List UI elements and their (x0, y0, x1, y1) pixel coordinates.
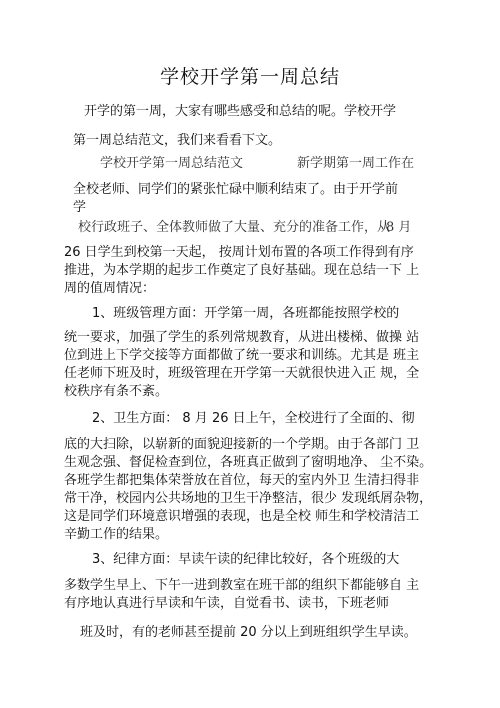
text-line: 校秩序有条不紊。 (64, 384, 169, 399)
text-line: 1、班级管理方面：开学第一周，各班都能按照学校的 (92, 306, 400, 321)
text-line: 2、卫生方面： 8 月 26 日上午，全校进行了全面的、彻 (92, 411, 415, 426)
text-line: 统一要求，加强了学生的系列常规教育，从进出楼梯、做操 站 (64, 330, 420, 345)
text-line: 生观念强、督促检查到位，各班真正做到了窗明地净、 尘不染。 (64, 455, 433, 470)
text-line: 开学的第一周，大家有哪些感受和总结的呢。学校开学 (84, 104, 397, 119)
text-line: 班及时，有的老师甚至提前 20 分以上到班组织学生早读。 (80, 625, 417, 640)
text-line: 学校开学第一周总结范文 (100, 156, 244, 171)
text-line: 新学期第一周工作在 (297, 156, 415, 171)
text-line: 3、纪律方面：早读午读的纪律比较好，各个班级的大 (92, 552, 400, 567)
text-line: 校行政班子、全体教师做了大量、充分的准备工作，从 (78, 220, 391, 235)
text-line: 有序地认真进行早读和午读，自觉看书、读书，下班老师 (64, 596, 390, 611)
text-line: 学 (73, 200, 87, 215)
text-line: 第一周总结范文，我们来看看下文。 (73, 133, 282, 148)
document-title: 学校开学第一周总结 (159, 66, 340, 88)
text-line: 辛勤工作的结果。 (64, 527, 169, 542)
text-line: 任老师下班及时，班级管理在开学第一天就很快进入正 规，全 (64, 366, 420, 381)
text-line: 26 日学生到校第一天起， 按周计划布置的各项工作得到有序 (64, 245, 414, 260)
text-line: 多数学生早上、下午一进到教室在班干部的组织下都能够自 主 (64, 578, 420, 593)
text-line: 各班学生都把集体荣誉放在首位，每天的室内外卫 生清扫得非 (64, 473, 420, 488)
text-line: 这是同学们环境意识增强的表现，也是全校 师生和学校清洁工 (64, 509, 420, 524)
text-line: 常干净，校园内公共场地的卫生干净整洁，很少 发现纸屑杂物， (64, 491, 433, 506)
text-line: 位到进上下学交接等方面都做了统一要求和训练。尤其是 班主 (64, 348, 420, 363)
text-line: 周的值周情况： (64, 281, 156, 296)
text-line: 底的大扫除，以崭新的面貌迎接新的一个学期。由于各部门 卫 (64, 437, 420, 452)
text-line: 全校老师、同学们的紧张忙碌中顺利结束了。由于开学前 (73, 182, 399, 197)
text-line: 8 月 (386, 220, 412, 235)
text-line: 推进，为本学期的起步工作奠定了良好基础。现在总结一下 上 (64, 263, 420, 278)
